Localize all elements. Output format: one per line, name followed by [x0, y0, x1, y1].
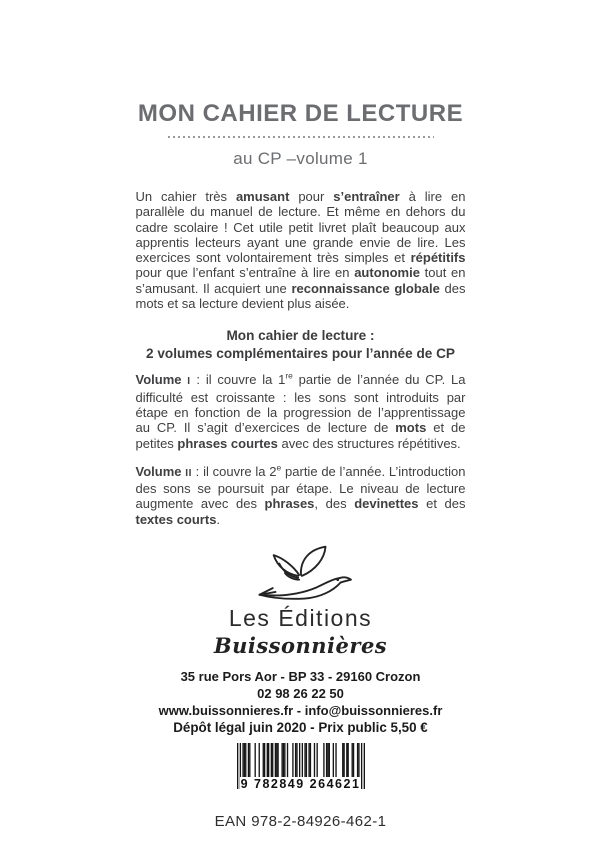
- publisher-web-email: www.buissonnieres.fr - info@buissonnieres.fr: [158, 702, 443, 718]
- book-title: MON CAHIER DE LECTURE: [137, 100, 464, 127]
- intro-paragraph: Un cahier très amusant pour s’entraîner à lire en parallèle du manuel de lecture. Et même en dehors du cadre scolaire ! Cet utile petit livret plaît beaucoup aux apprentis lecteurs ayant une grande envie de lire. Les exercices sont volontairement très simples et répétitifs pour que l’enfant s’entraîne à lire en autonomie tout en s’amusant. Il acquiert une reconnaissance globale des mots et sa lecture devient plus aisée.: [135, 189, 466, 312]
- dotted-divider: [168, 136, 434, 138]
- barcode-number: 9 782849 264621: [240, 777, 361, 792]
- volumes-heading-line2: 2 volumes complémentaires pour l’année de CP: [146, 345, 455, 361]
- publisher-name-line2: Buissonnières: [213, 633, 388, 659]
- legal-deposit-price: Dépôt légal juin 2020 - Prix public 5,50 €: [173, 720, 428, 736]
- bird-logo-icon: [243, 541, 359, 607]
- book-subtitle: au CP –volume 1: [233, 149, 368, 168]
- publisher-phone: 02 98 26 22 50: [257, 685, 344, 701]
- volume2-paragraph: Volume II : il couvre la 2e partie de l’année. L’introduction des sons se poursuit par étape. Le niveau de lecture augmente avec des phrases, des devinettes et des textes courts.: [135, 462, 466, 527]
- volumes-heading: [136, 327, 466, 362]
- publisher-address: 35 rue Pors Aor - BP 33 - 29160 Crozon: [180, 669, 421, 685]
- publisher-block: [0, 541, 601, 736]
- cover-text-column: [136, 189, 466, 527]
- ean-label: EAN 978-2-84926-462-1: [214, 813, 387, 831]
- publisher-name-line1: Les Éditions: [228, 605, 373, 632]
- barcode: [234, 743, 368, 791]
- publisher-contact: [0, 669, 601, 736]
- volumes-heading-line1: Mon cahier de lecture :: [226, 328, 375, 344]
- volume1-paragraph: Volume I : il couvre la 1re partie de l’année du CP. La difficulté est croissante : les sons sont introduits par étape en fonction de la progression de l’apprentissage au CP. Il s’agit d’exercices de lecture de mots et de petites phrases courtes avec des structures répétitives.: [135, 371, 466, 451]
